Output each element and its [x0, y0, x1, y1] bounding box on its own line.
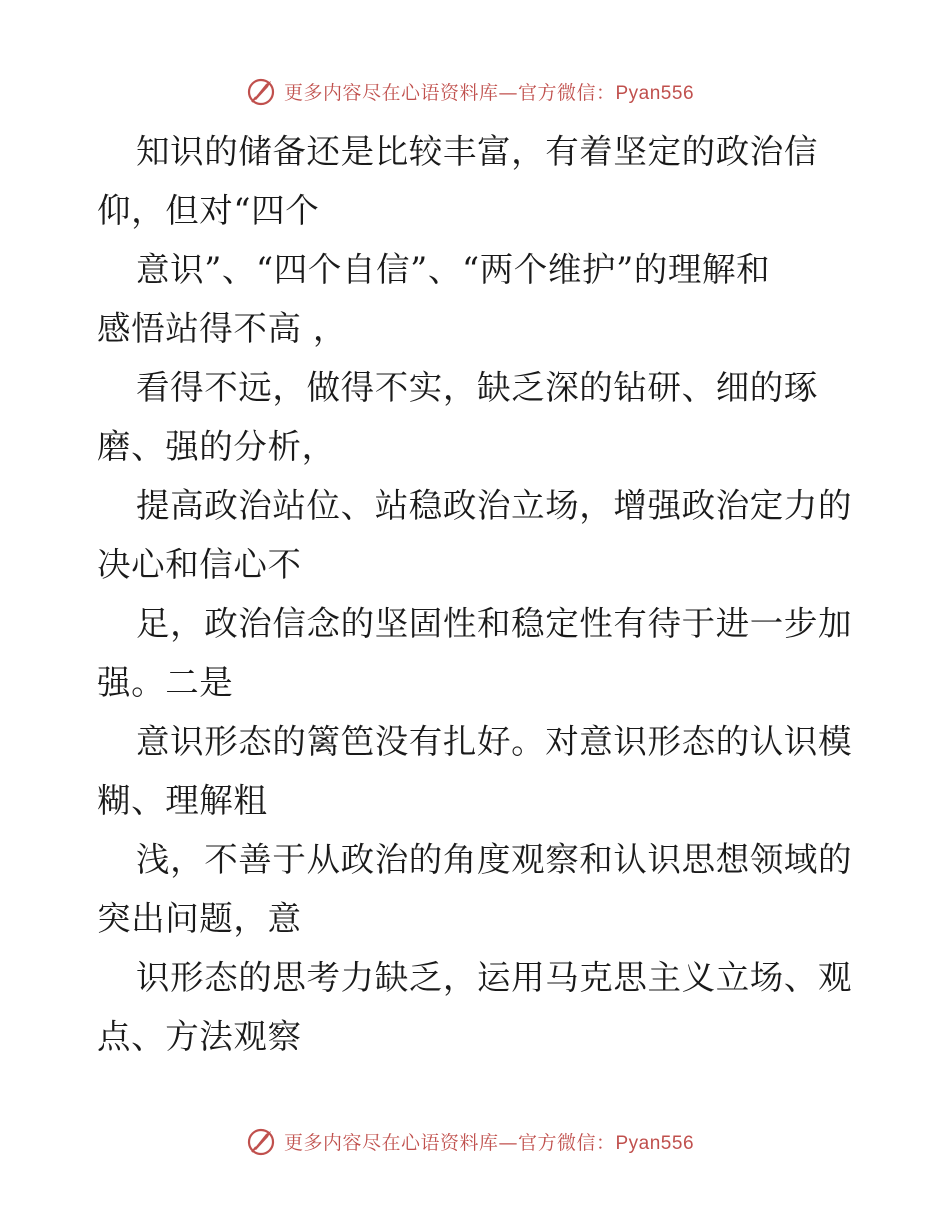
text-line: 意识”、“四个自信”、“两个维护”的理解和: [136, 250, 771, 289]
banner-text: 更多内容尽在心语资料库—官方微信：Pyan556: [283, 81, 695, 104]
text-line: 知识的储备还是比较丰富，有着坚定的政治信: [136, 132, 818, 171]
text-line: 浅，不善于从政治的角度观察和认识思想领域的: [136, 840, 853, 879]
text-line: 仰，但对“四个: [97, 191, 320, 230]
header-banner: [0, 71, 950, 111]
text-line: 磨、强的分析，: [97, 427, 336, 466]
wechat-handle: Pyan556: [615, 1132, 695, 1154]
text-line: 点、方法观察: [97, 1017, 302, 1056]
document-body: [97, 122, 857, 1066]
text-line: 看得不远，做得不实，缺乏深的钻研、细的琢: [136, 368, 818, 407]
pen-quill-logo-icon: [246, 1125, 278, 1157]
text-line: 强。二是: [97, 663, 234, 702]
text-line: 识形态的思考力缺乏，运用马克思主义立场、观: [136, 958, 853, 997]
pen-quill-logo-icon: [246, 75, 278, 107]
text-line: 提高政治站位、站稳政治立场，增强政治定力的: [136, 486, 853, 525]
text-line: 足，政治信念的坚固性和稳定性有待于进一步加: [136, 604, 853, 643]
text-line: 意识形态的篱笆没有扎好。对意识形态的认识模: [136, 722, 853, 761]
footer-banner: [0, 1121, 950, 1161]
banner-text: 更多内容尽在心语资料库—官方微信：Pyan556: [283, 1131, 695, 1154]
wechat-handle: Pyan556: [615, 82, 695, 104]
text-line: 突出问题，意: [97, 899, 302, 938]
text-line: 感悟站得不高 ，: [97, 309, 347, 348]
text-line: 糊、理解粗: [97, 781, 268, 820]
text-line: 决心和信心不: [97, 545, 302, 584]
